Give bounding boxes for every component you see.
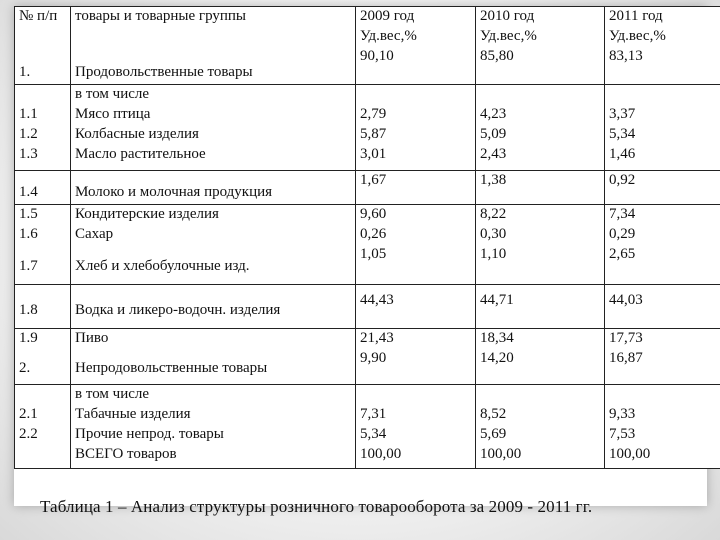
value-2011: 9,33 <box>609 406 636 422</box>
value-2011: 0,92 <box>609 172 636 188</box>
name-cell <box>71 385 356 469</box>
num-cell <box>15 329 71 385</box>
total-2009: 100,00 <box>360 446 402 462</box>
value-2011: 2,65 <box>609 246 636 262</box>
num-cell <box>15 385 71 469</box>
year-2011-cell <box>605 385 720 469</box>
header-unit-2010: Уд.вес,% <box>480 28 537 44</box>
year-2009-cell <box>356 285 476 329</box>
value-2011: 44,03 <box>609 292 643 308</box>
retail-structure-table <box>14 6 720 469</box>
table-row <box>15 7 720 85</box>
name-cell <box>71 7 356 85</box>
year-2011-cell <box>605 171 720 205</box>
value-2010: 5,09 <box>480 126 507 142</box>
value-2010: 18,34 <box>480 330 514 346</box>
value-2010: 1,10 <box>480 246 507 262</box>
name-cell <box>71 85 356 171</box>
num-cell <box>15 171 71 205</box>
row-name: Кондитерские изделия <box>75 206 219 222</box>
header-year-2011: 2011 год <box>609 8 663 24</box>
row-num: 1. <box>19 64 31 80</box>
header-unit-2011: Уд.вес,% <box>609 28 666 44</box>
value-2009: 1,05 <box>360 246 387 262</box>
header-num-label: № п/п <box>19 8 58 24</box>
value-2010: 2,43 <box>480 146 507 162</box>
total-label: ВСЕГО товаров <box>75 446 177 462</box>
value-2009: 7,31 <box>360 406 387 422</box>
row-name: Масло растительное <box>75 146 206 162</box>
row-name: Колбасные изделия <box>75 126 199 142</box>
header-year-2009: 2009 год <box>360 8 415 24</box>
value-2010: 14,20 <box>480 350 514 366</box>
value-2009: 90,10 <box>360 48 394 64</box>
year-2009-cell <box>356 205 476 285</box>
name-cell <box>71 285 356 329</box>
value-2011: 7,53 <box>609 426 636 442</box>
row-num: 2.1 <box>19 406 38 422</box>
num-cell <box>15 85 71 171</box>
row-num: 1.4 <box>19 184 38 200</box>
year-2009-cell <box>356 7 476 85</box>
row-name: Пиво <box>75 330 109 346</box>
year-2010-cell <box>476 285 605 329</box>
year-2009-cell <box>356 385 476 469</box>
value-2009: 0,26 <box>360 226 387 242</box>
value-2009: 1,67 <box>360 172 387 188</box>
row-name: Продовольственные товары <box>75 64 253 80</box>
header-name-label: товары и товарные группы <box>75 8 247 24</box>
row-name: Хлеб и хлебобулочные изд. <box>75 258 250 274</box>
year-2010-cell <box>476 385 605 469</box>
row-num: 1.6 <box>19 226 38 242</box>
row-num: 1.8 <box>19 302 38 318</box>
total-2010: 100,00 <box>480 446 522 462</box>
value-2009: 5,87 <box>360 126 387 142</box>
num-cell <box>15 285 71 329</box>
table-caption: Таблица 1 – Анализ структуры розничного товарооборота за 2009 - 2011 гг. <box>40 497 593 516</box>
row-num: 2. <box>19 360 31 376</box>
value-2010: 5,69 <box>480 426 507 442</box>
total-2011: 100,00 <box>609 446 651 462</box>
row-name: Табачные изделия <box>75 406 191 422</box>
value-2009: 9,60 <box>360 206 387 222</box>
year-2011-cell <box>605 85 720 171</box>
year-2010-cell <box>476 171 605 205</box>
name-cell <box>71 205 356 285</box>
year-2010-cell <box>476 329 605 385</box>
table-row <box>15 171 720 205</box>
value-2009: 21,43 <box>360 330 394 346</box>
value-2010: 1,38 <box>480 172 507 188</box>
row-num: 1.3 <box>19 146 38 162</box>
table-row <box>15 85 720 171</box>
year-2010-cell <box>476 205 605 285</box>
row-name: Прочие непрод. товары <box>75 426 224 442</box>
table-row <box>15 285 720 329</box>
value-2010: 44,71 <box>480 292 514 308</box>
value-2011: 16,87 <box>609 350 643 366</box>
name-cell <box>71 171 356 205</box>
value-2009: 44,43 <box>360 292 394 308</box>
value-2011: 83,13 <box>609 48 643 64</box>
row-num: 1.5 <box>19 206 38 222</box>
header-unit-2009: Уд.вес,% <box>360 28 417 44</box>
value-2010: 8,22 <box>480 206 507 222</box>
year-2010-cell <box>476 7 605 85</box>
name-cell <box>71 329 356 385</box>
year-2010-cell <box>476 85 605 171</box>
num-cell <box>15 7 71 85</box>
row-name: Молоко и молочная продукция <box>75 184 273 200</box>
year-2011-cell <box>605 329 720 385</box>
in-that-number-label: в том числе <box>75 86 150 102</box>
value-2011: 17,73 <box>609 330 643 346</box>
row-num: 1.9 <box>19 330 38 346</box>
value-2011: 1,46 <box>609 146 636 162</box>
num-cell <box>15 205 71 285</box>
value-2010: 4,23 <box>480 106 507 122</box>
table-row <box>15 205 720 285</box>
year-2011-cell <box>605 285 720 329</box>
table-row <box>15 385 720 469</box>
year-2011-cell <box>605 205 720 285</box>
row-num: 1.7 <box>19 258 38 274</box>
row-name: Непродовольственные товары <box>75 360 268 376</box>
value-2011: 3,37 <box>609 106 636 122</box>
header-year-2010: 2010 год <box>480 8 535 24</box>
year-2009-cell <box>356 171 476 205</box>
year-2009-cell <box>356 329 476 385</box>
table-row <box>15 329 720 385</box>
value-2011: 0,29 <box>609 226 636 242</box>
value-2010: 8,52 <box>480 406 507 422</box>
in-that-number-label: в том числе <box>75 386 150 402</box>
row-name: Водка и ликеро-водочн. изделия <box>75 302 281 318</box>
value-2009: 9,90 <box>360 350 387 366</box>
row-num: 2.2 <box>19 426 38 442</box>
row-name: Мясо птица <box>75 106 151 122</box>
value-2009: 2,79 <box>360 106 387 122</box>
value-2011: 7,34 <box>609 206 636 222</box>
row-num: 1.1 <box>19 106 38 122</box>
value-2011: 5,34 <box>609 126 636 142</box>
row-name: Сахар <box>75 226 114 242</box>
row-num: 1.2 <box>19 126 38 142</box>
year-2009-cell <box>356 85 476 171</box>
year-2011-cell <box>605 7 720 85</box>
value-2009: 3,01 <box>360 146 387 162</box>
value-2010: 0,30 <box>480 226 507 242</box>
value-2009: 5,34 <box>360 426 387 442</box>
value-2010: 85,80 <box>480 48 514 64</box>
